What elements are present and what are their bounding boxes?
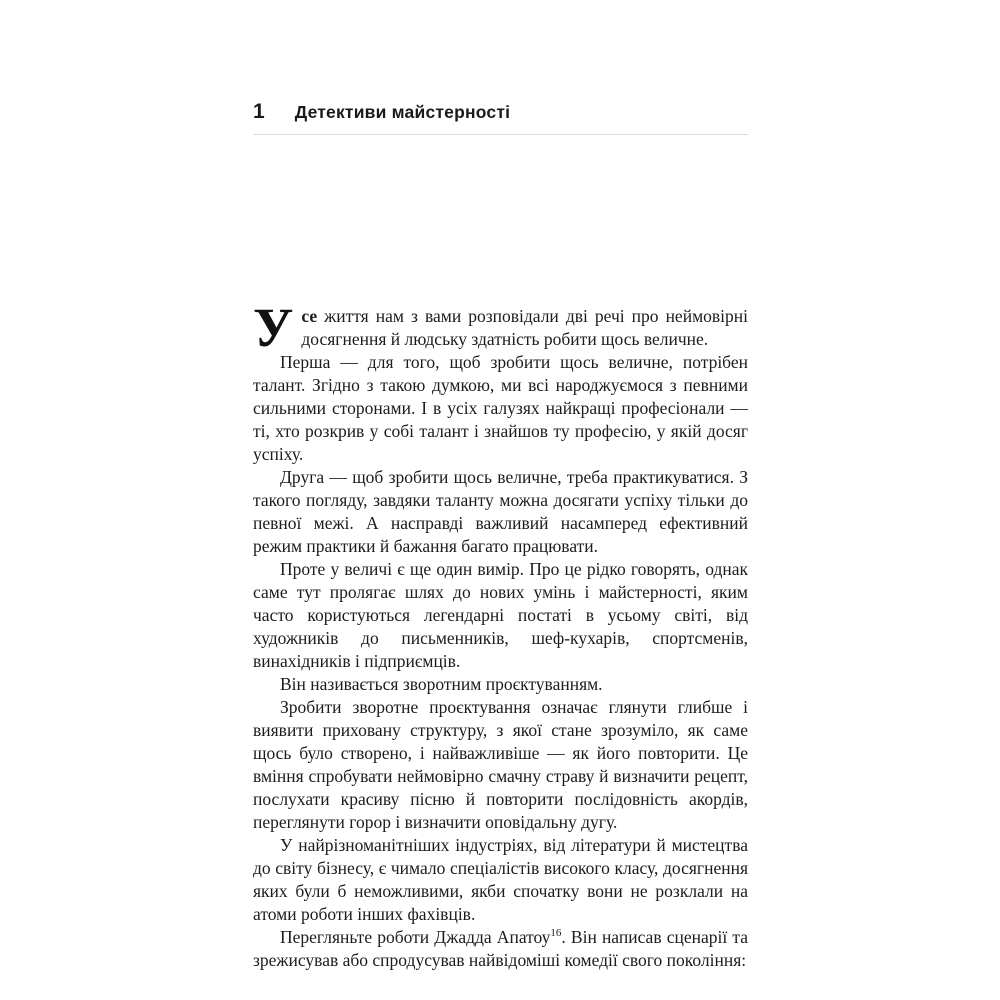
- paragraph: У найрізноманітніших індустріях, від літератури й мистецтва до світу бізнесу, є чимало спеціалістів високого класу, досягнення яких були б неможливими, якби спочатку вони не розклали на атоми роботи інших фахівців.: [253, 835, 748, 924]
- opening-bold-text: се: [301, 306, 318, 326]
- footnote-marker: 16: [550, 927, 562, 940]
- paragraph: Зробити зворотне проєктування означає глянути глибше і виявити приховану структуру, з якої стане зрозуміло, як саме щось було створено, і найважливіше — як його повторити. Це вміння спробувати неймовірно смачну страву й визначити рецепт, послухати красиву пісню й повторити послідовність акордів, переглянути горор і визначити оповідальну дугу.: [253, 697, 748, 832]
- content-column: [253, 100, 748, 972]
- paragraph: Друга — щоб зробити щось величне, треба практикуватися. З такого погляду, завдяки таланту можна досягати успіху тільки до певної межі. А насправді важливий насамперед ефективний режим практики й бажання багато працювати.: [253, 467, 748, 556]
- chapter-number: 1: [253, 100, 265, 123]
- chapter-title: Детективи майстерності: [294, 102, 511, 122]
- opening-rest-text: життя нам з вами розповідали дві речі про неймовірні досягнення й людську здатність робити щось величне.: [301, 306, 748, 349]
- paragraph: Він називається зворотним проєктуванням.: [280, 674, 603, 694]
- footnote-text-after: . Він написав сценарії та зрежисував або спродусував найвідоміші комедії свого покоління:: [253, 927, 748, 970]
- chapter-header: [253, 100, 748, 135]
- drop-cap: У: [253, 297, 294, 358]
- paragraph-with-footnote: [253, 926, 748, 972]
- paragraph-opening: [253, 297, 748, 358]
- footnote-text-before: Перегляньте роботи Джадда Апатоу: [280, 927, 551, 947]
- paragraph: Проте у величі є ще один вимір. Про це рідко говорять, однак саме тут пролягає шлях до нових умінь і майстерності, яким часто користуються легендарні постаті в усьому світі, від художників до письменників, шеф-кухарів, спортсменів, винахідників і підприємців.: [253, 559, 748, 671]
- body-text: [253, 297, 748, 972]
- paragraph: Перша — для того, щоб зробити щось величне, потрібен талант. Згідно з такою думкою, ми всі народжуємося з певними сильними сторонами. І в усіх галузях найкращі професіонали — ті, хто розкрив у собі талант і знайшов ту професію, у якій досяг успіху.: [253, 352, 748, 464]
